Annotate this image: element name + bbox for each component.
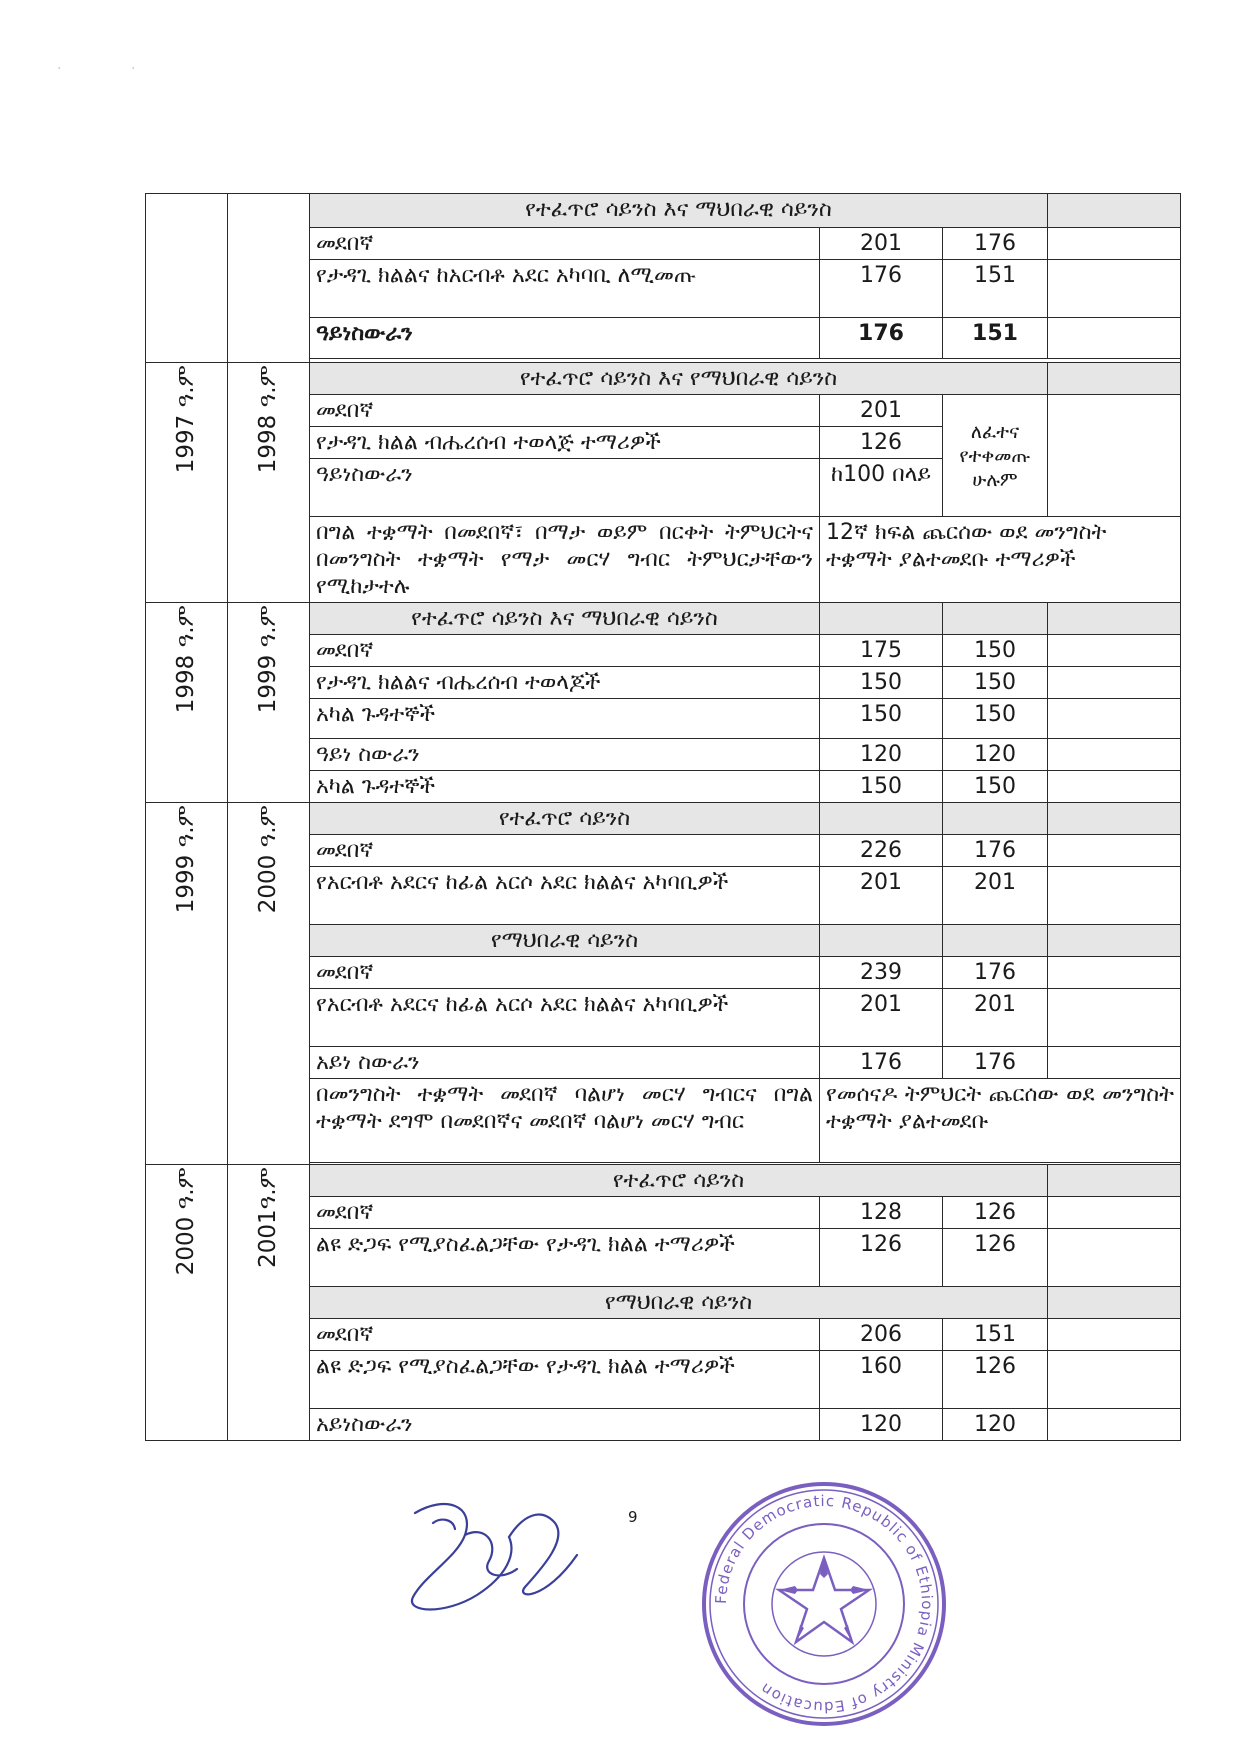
value-cell: 120 — [820, 739, 943, 771]
value-cell: ከ100 በላይ — [820, 459, 943, 517]
value-cell: 176 — [820, 260, 943, 318]
stamp-text: Federal Democratic Republic of Ethiopia Ministry of Education — [711, 1491, 937, 1717]
row-label: ዓይነ ስውራን — [310, 739, 820, 771]
empty-cell — [1048, 318, 1181, 359]
empty-cell — [1048, 925, 1181, 957]
row-label: መደበኛ — [310, 395, 820, 427]
row-label: አካል ጉዳተኞች — [310, 771, 820, 803]
value-cell: 160 — [820, 1351, 943, 1409]
section-header-row — [146, 603, 1181, 635]
section-header: የማህበራዊ ሳይንስ — [310, 925, 820, 957]
value-cell: 176 — [943, 835, 1048, 867]
row-label: ልዩ ድጋፍ የሚያስፈልጋቸው የታዳጊ ክልል ተማሪዎች — [310, 1351, 820, 1409]
empty-cell — [1048, 699, 1181, 739]
value-cell: 201 — [820, 989, 943, 1047]
empty-cell — [1048, 395, 1181, 517]
value-cell: 201 — [820, 867, 943, 925]
empty-cell — [1048, 1047, 1181, 1079]
official-stamp — [698, 1478, 950, 1730]
year-cell-b: 1999 ዓ.ም — [228, 603, 310, 803]
value-cell: 120 — [943, 1409, 1048, 1441]
year-cell-a — [146, 194, 228, 363]
row-label: ልዩ ድጋፍ የሚያስፈልጋቸው የታዳጊ ክልል ተማሪዎች — [310, 1229, 820, 1287]
empty-cell — [1048, 194, 1181, 228]
page-number: 9 — [628, 1508, 638, 1526]
empty-cell — [943, 603, 1048, 635]
value-cell: 176 — [943, 228, 1048, 260]
value-cell: 120 — [943, 739, 1048, 771]
merged-note-cell: ለፈተና የተቀመጡ ሁሉም — [943, 395, 1048, 517]
value-cell: 150 — [820, 667, 943, 699]
section-header: የተፈጥሮ ሳይንስ እና ማህበራዊ ሳይንስ — [310, 603, 820, 635]
cutoff-points-table — [145, 193, 1181, 1441]
empty-cell — [1048, 1197, 1181, 1229]
section-header: የተፈጥሮ ሳይንስ — [310, 803, 820, 835]
row-label: በግል ተቋማት በመደበኛ፣ በማታ ወይም በርቀት ትምህርትና በመንግስት ተቋማት የማታ መርሃ ግብር ትምህርታቸውን የሚከታተሉ — [310, 517, 820, 603]
empty-cell — [943, 803, 1048, 835]
value-cell: 150 — [943, 771, 1048, 803]
row-label: መደበኛ — [310, 835, 820, 867]
empty-cell — [1048, 363, 1181, 395]
empty-cell — [1048, 1165, 1181, 1197]
year-cell-b: 1998 ዓ.ም — [228, 363, 310, 603]
year-cell-b: 2000 ዓ.ም — [228, 803, 310, 1165]
scan-speck: ' — [132, 66, 135, 75]
empty-cell — [1048, 635, 1181, 667]
value-cell: 239 — [820, 957, 943, 989]
section-header-row — [146, 803, 1181, 835]
value-cell: 126 — [943, 1197, 1048, 1229]
row-label: አይነስውራን — [310, 1409, 820, 1441]
empty-cell — [1048, 867, 1181, 925]
empty-cell — [1048, 1409, 1181, 1441]
section-header: የማህበራዊ ሳይንስ — [310, 1287, 1048, 1319]
value-cell: 151 — [943, 260, 1048, 318]
empty-cell — [1048, 803, 1181, 835]
value-cell: 126 — [943, 1351, 1048, 1409]
value-cell: 150 — [820, 771, 943, 803]
row-label: የታዳጊ ክልልና ከአርብቶ አደር አካባቢ ለሚመጡ — [310, 260, 820, 318]
empty-cell — [1048, 1229, 1181, 1287]
year-cell-a: 1997 ዓ.ም — [146, 363, 228, 603]
row-label: በመንግስት ተቋማት መደበኛ ባልሆነ መርሃ ግብርና በግል ተቋማት ደግሞ በመደበኛና መደበኛ ባልሆነ መርሃ ግብር — [310, 1079, 820, 1163]
value-cell: 176 — [943, 1047, 1048, 1079]
empty-cell — [1048, 667, 1181, 699]
value-cell: 201 — [820, 395, 943, 427]
note-value-cell: 12ኛ ክፍል ጨርሰው ወደ መንግስት ተቋማት ያልተመደቡ ተማሪዎች — [820, 517, 1181, 603]
note-value-cell: የመሰናዶ ትምህርት ጨርሰው ወደ መንግስት ተቋማት ያልተመደቡ — [820, 1079, 1181, 1163]
value-cell: 201 — [943, 867, 1048, 925]
year-cell-a: 1998 ዓ.ም — [146, 603, 228, 803]
row-label: አይነ ስውራን — [310, 1047, 820, 1079]
year-cell-a: 1999 ዓ.ም — [146, 803, 228, 1165]
value-cell: 176 — [820, 318, 943, 359]
empty-cell — [1048, 260, 1181, 318]
year-cell-b: 2001ዓ.ም — [228, 1165, 310, 1441]
empty-cell — [1048, 1319, 1181, 1351]
value-cell: 126 — [820, 1229, 943, 1287]
row-label: መደበኛ — [310, 957, 820, 989]
row-label: የታዳጊ ክልልና ብሔረሰብ ተወላጆች — [310, 667, 820, 699]
value-cell: 226 — [820, 835, 943, 867]
value-cell: 176 — [943, 957, 1048, 989]
section-header: የተፈጥሮ ሳይንስ እና ማህበራዊ ሳይንስ — [310, 194, 1048, 228]
row-label: የአርብቶ አደርና ከፊል አርሶ አደር ክልልና አካባቢዎች — [310, 867, 820, 925]
year-cell-a: 2000 ዓ.ም — [146, 1165, 228, 1441]
svg-text:Federal Democratic Republic of — [712, 1492, 936, 1716]
empty-cell — [820, 925, 943, 957]
value-cell: 151 — [943, 318, 1048, 359]
value-cell: 150 — [820, 699, 943, 739]
section-header: የተፈጥሮ ሳይንስ — [310, 1165, 1048, 1197]
empty-cell — [820, 803, 943, 835]
section-header-row — [146, 363, 1181, 395]
empty-cell — [1048, 1351, 1181, 1409]
value-cell: 120 — [820, 1409, 943, 1441]
row-label: የታዳጊ ክልል ብሔረሰብ ተወላጅ ተማሪዎች — [310, 427, 820, 459]
value-cell: 201 — [820, 228, 943, 260]
section-header-row — [146, 194, 1181, 228]
row-label: መደበኛ — [310, 1319, 820, 1351]
empty-cell — [1048, 228, 1181, 260]
scan-speck: ' — [58, 66, 61, 75]
value-cell: 150 — [943, 667, 1048, 699]
empty-cell — [1048, 989, 1181, 1047]
value-cell: 128 — [820, 1197, 943, 1229]
row-label: ዓይነስውራን — [310, 459, 820, 517]
section-header: የተፈጥሮ ሳይንስ እና የማህበራዊ ሳይንስ — [310, 363, 1048, 395]
value-cell: 150 — [943, 699, 1048, 739]
value-cell: 151 — [943, 1319, 1048, 1351]
row-label: አካል ጉዳተኞች — [310, 699, 820, 739]
row-label: መደበኛ — [310, 1197, 820, 1229]
empty-cell — [1048, 957, 1181, 989]
row-label: ዓይነስውራን — [310, 318, 820, 359]
value-cell: 150 — [943, 635, 1048, 667]
year-cell-b — [228, 194, 310, 363]
row-label: መደበኛ — [310, 228, 820, 260]
row-label: መደበኛ — [310, 635, 820, 667]
signature — [405, 1495, 585, 1620]
value-cell: 175 — [820, 635, 943, 667]
empty-cell — [1048, 739, 1181, 771]
row-label: የአርብቶ አደርና ከፊል አርሶ አደር ክልልና አካባቢዎች — [310, 989, 820, 1047]
value-cell: 126 — [943, 1229, 1048, 1287]
empty-cell — [820, 603, 943, 635]
value-cell: 206 — [820, 1319, 943, 1351]
value-cell: 201 — [943, 989, 1048, 1047]
empty-cell — [943, 925, 1048, 957]
value-cell: 126 — [820, 427, 943, 459]
empty-cell — [1048, 1287, 1181, 1319]
section-header-row — [146, 1165, 1181, 1197]
value-cell: 176 — [820, 1047, 943, 1079]
empty-cell — [1048, 771, 1181, 803]
empty-cell — [1048, 835, 1181, 867]
empty-cell — [1048, 603, 1181, 635]
